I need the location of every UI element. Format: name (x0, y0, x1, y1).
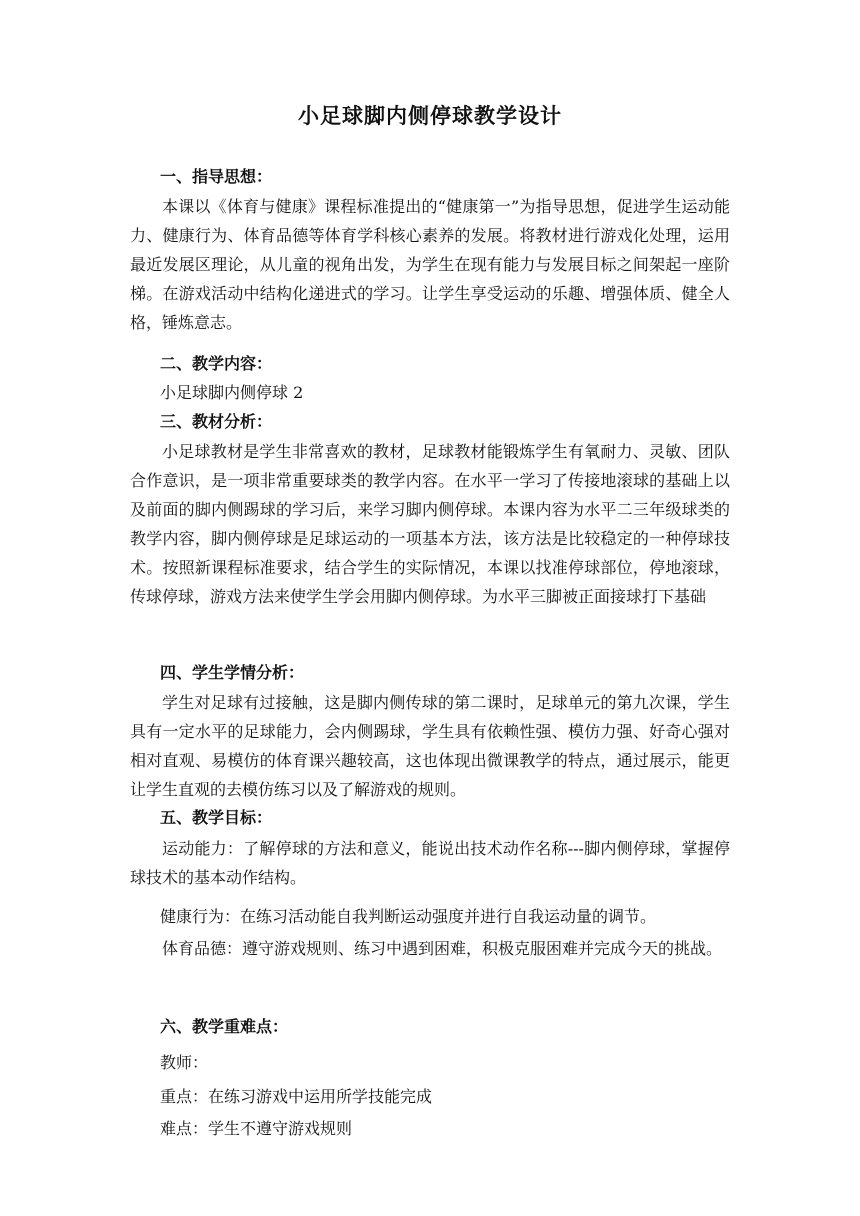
section-heading-guiding-ideology: 一、指导思想： (160, 167, 273, 186)
section-heading-teaching-goals: 五、教学目标： (160, 808, 273, 827)
section-heading-teaching-content: 二、教学内容： (160, 354, 273, 373)
key-point: 重点：在练习游戏中运用所学技能完成 (160, 1087, 433, 1106)
section-body-student-analysis: 学生对足球有过接触，这是脚内侧传球的第二课时，足球单元的第九次课，学生具有一定水平的足球能力，会内侧踢球，学生具有依赖性强、模仿力强、好奇心强对相对直观、易模仿的体育课兴趣较高，这也体现出微课教学的特点，通过展示，能更让学生直观的去模仿练习以及了解游戏的规则。 (130, 693, 730, 799)
key-points-teacher-label: 教师： (160, 1053, 209, 1072)
section-body-guiding-ideology: 本课以《体育与健康》课程标准提出的“健康第一”为指导思想，促进学生运动能力、健康行为、体育品德等体育学科核心素养的发展。将教材进行游戏化处理，运用最近发展区理论，从儿童的视角出发，为学生在现有能力与发展目标之间架起一座阶梯。在游戏活动中结构化递进式的学习。让学生享受运动的乐趣、增强体质、健全人格，锤炼意志。 (130, 197, 730, 332)
document-title: 小足球脚内侧停球教学设计 (298, 103, 562, 128)
section-heading-key-points: 六、教学重难点： (160, 1017, 289, 1036)
goal-sports-ethics: 体育品德：遵守游戏规则、练习中遇到困难，积极克服困难并完成今天的挑战。 (162, 939, 723, 958)
section-heading-student-analysis: 四、学生学情分析： (160, 663, 305, 682)
section-body-material-analysis: 小足球教材是学生非常喜欢的教材，足球教材能锻炼学生有氧耐力、灵敏、团队合作意识，是一项非常重要球类的教学内容。在水平一学习了传接地滚球的基础上以及前面的脚内侧踢球的学习后，来学习脚内侧停球。本课内容为水平二三年级球类的教学内容，脚内侧停球是足球运动的一项基本方法，该方法是比较稳定的一种停球技术。按照新课程标准要求，结合学生的实际情况，本课以找准停球部位，停地滚球，传球停球，游戏方法来使学生学会用脚内侧停球。为水平三脚被正面接球打下基础 (130, 442, 730, 606)
section-body-teaching-content: 小足球脚内侧停球 2 (160, 383, 304, 402)
goal-motor-ability: 运动能力：了解停球的方法和意义，能说出技术动作名称---脚内侧停球，掌握停球技术的基本动作结构。 (130, 839, 730, 887)
section-heading-material-analysis: 三、教材分析： (160, 412, 273, 431)
difficult-point: 难点：学生不遵守游戏规则 (160, 1119, 353, 1138)
goal-health-behavior: 健康行为：在练习活动能自我判断运动强度并进行自我运动量的调节。 (160, 907, 657, 926)
